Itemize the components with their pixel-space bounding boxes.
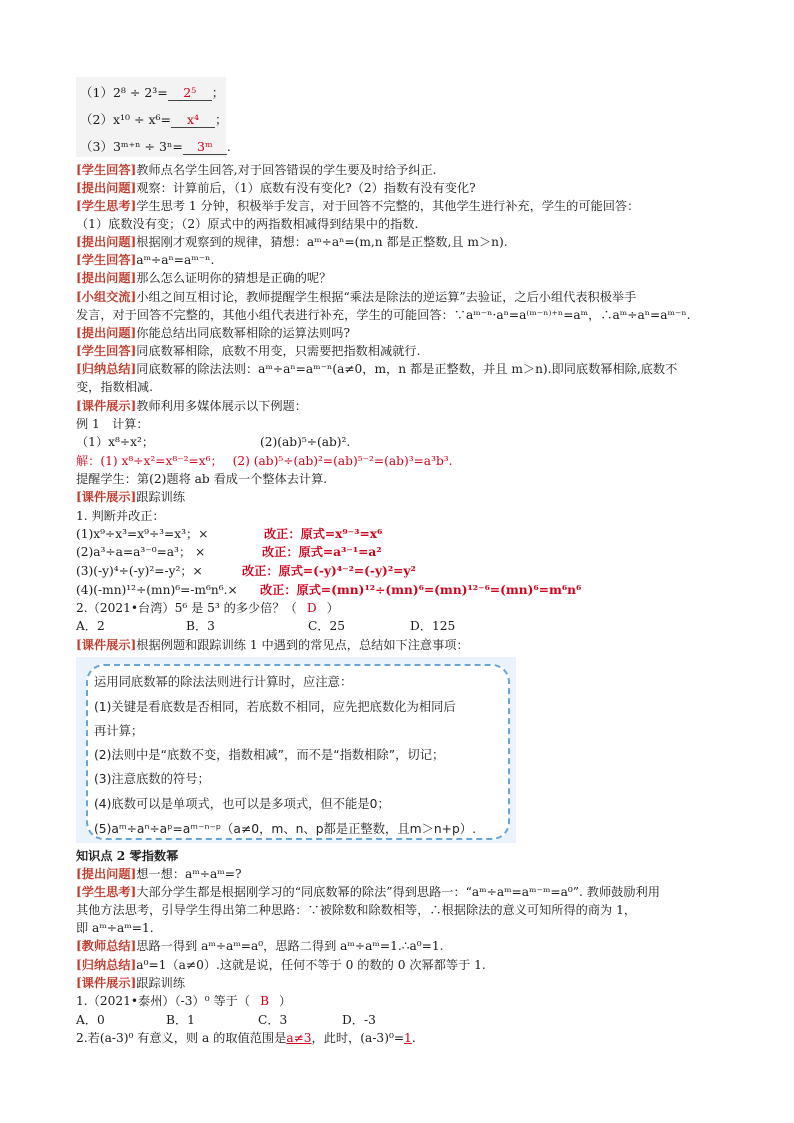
text-line: [课件展示]跟踪训练 [76, 490, 186, 504]
text-line: [学生回答]同底数幂相除，底数不用变，只需要把指数相减就行. [76, 344, 421, 358]
section-heading: 知识点 2 零指数幂 [76, 849, 179, 863]
text-line: [提出问题]观察：计算前后，（1）底数有没有变化?（2）指数有没有变化? [76, 181, 476, 195]
text-line: [课件展示]教师利用多媒体展示以下例题： [76, 399, 307, 413]
section-tag: [学生思考] [76, 885, 137, 899]
section-tag: [学生回答] [76, 163, 137, 177]
section-tag: [学生回答] [76, 253, 137, 267]
judge-line: (4)(-mn)¹²÷(mn)⁶=-m⁶n⁶.× 改正：原式=(mn)¹²÷(mn)⁶=(mn)¹²⁻⁶=(mn)⁶=m⁶n⁶ [76, 583, 582, 597]
text-line: 1. 判断并改正： [76, 509, 165, 523]
judge-line: (3)(-y)⁴÷(-y)²=-y²；× 改正：原式=(-y)⁴⁻²=(-y)²=y² [76, 564, 416, 578]
text-line: （1）x⁸÷x²； (2)(ab)⁵÷(ab)². [76, 435, 351, 449]
notes-item: (4)底数可以是单项式，也可以是多项式，但不能是0； [94, 797, 390, 811]
section-tag: [课件展示] [76, 490, 137, 504]
section-tag: [教师总结] [76, 939, 137, 953]
text-line: [学生回答]教师点名学生回答,对于回答错误的学生要及时给予纠正. [76, 163, 437, 177]
notes-item: (3)注意底数的符号； [94, 772, 210, 786]
exercise-q2: （2）x¹⁰ ÷ x⁶= x⁴ ； [80, 112, 228, 127]
text-line: [学生思考]学生思考 1 分钟，积极举手发言，对于回答不完整的，其他学生进行补充，学生的可能回答： [76, 199, 640, 213]
section-tag: [提出问题] [76, 181, 137, 195]
exercise-q1: （1）2⁸ ÷ 2³= 2⁵ ； [80, 85, 225, 100]
text-line: 发言，对于回答不完整的，其他小组代表进行补充，学生的可能回答：∵aᵐ⁻ⁿ·aⁿ=a⁽ᵐ⁻ⁿ⁾⁺ⁿ=aᵐ，∴aᵐ÷aⁿ=aᵐ⁻ⁿ. [76, 308, 691, 322]
section-tag: [提出问题] [76, 271, 137, 285]
notes-item: (1)关键是看底数是否相同，若底数不相同，应先把底数化为相同后 [94, 700, 456, 714]
text-line: [课件展示]根据例题和跟踪训练 1 中遇到的常见点，总结如下注意事项： [76, 638, 469, 652]
section-tag: [课件展示] [76, 638, 137, 652]
notes-title: 运用同底数幂的除法法则进行计算时，应注意： [94, 675, 353, 689]
text-line: [提出问题]想一想：aᵐ÷aᵐ=? [76, 867, 242, 881]
section-tag: [课件展示] [76, 399, 137, 413]
notes-item: (2)法则中是“底数不变，指数相减”，而不是“指数相除”，切记； [94, 748, 445, 762]
text-line: 即 aᵐ÷aᵐ=1. [76, 921, 154, 935]
text-line: [提出问题]根据刚才观察到的规律，猜想：aᵐ÷aⁿ=(m,n 都是正整数,且 m＞n). [76, 235, 508, 249]
answer-blank: x⁴ [171, 112, 215, 128]
question-line: 1.（2021•泰州）（-3）⁰ 等于（ B ） [76, 994, 292, 1008]
answer-blank: 3ᵐ [183, 139, 227, 155]
text-line: [课件展示]跟踪训练 [76, 976, 186, 990]
text-line: [归纳总结]同底数幂的除法法则：aᵐ÷aⁿ=aᵐ⁻ⁿ(a≠0，m，n 都是正整数，并且 m＞n).即同底数幂相除,底数不 [76, 362, 678, 376]
question-line: 2.（2021•台湾）5⁶ 是 5³ 的多少倍？（ D ） [76, 601, 339, 615]
text-line: 其他方法思考，引导学生得出第二种思路：∵被除数和除数相等，∴根据除法的意义可知所得的商为 1， [76, 903, 637, 917]
text-line: [提出问题]你能总结出同底数幂相除的运算法则吗? [76, 326, 351, 340]
text-line: [学生回答]aᵐ÷aⁿ=aᵐ⁻ⁿ. [76, 253, 215, 267]
text-line: （1）底数没有变；（2）原式中的两指数相减得到结果中的指数. [76, 217, 419, 231]
section-tag: [学生回答] [76, 344, 137, 358]
text-line: [归纳总结]a⁰=1（a≠0）.这就是说，任何不等于 0 的数的 0 次幂都等于 1. [76, 958, 486, 972]
exercise-q3: （3）3ᵐ⁺ⁿ ÷ 3ⁿ= 3ᵐ . [80, 139, 231, 154]
section-tag: [归纳总结] [76, 958, 137, 972]
notes-item: (5)aᵐ÷aⁿ÷aᵖ=aᵐ⁻ⁿ⁻ᵖ（a≠0，m、n、p都是正整数，且m＞n+p）. [94, 822, 476, 836]
section-tag: [提出问题] [76, 326, 137, 340]
document-page: （1）2⁸ ÷ 2³= 2⁵ ； （2）x¹⁰ ÷ x⁶= x⁴ ； （3）3ᵐ⁺ⁿ ÷ 3ⁿ= 3ᵐ . [学生回答]教师点名学生回答,对于回答错误的学生要及时给予纠正. [提出问题]观察：计算前后，（1）底数有没有变化?（2）指数有没有变化? [学生思考]学生思考 1 分钟，积极举手发言，对于回答不完整的，其他学生进行补充，学生的可能回答： （1）底数没有变；（2）原式中的两指数相减得到结果中的指数. [提出问题]根据刚才观察到的规律，猜想：aᵐ÷aⁿ=(m,n 都是正整数,且 m＞n). [学生回答]aᵐ÷aⁿ=aᵐ⁻ⁿ. [提出问题]那么怎么证明你的猜想是正确的呢？ [小组交流]小组之间互相讨论，教师提醒学生根据“乘法是除法的逆运算”去验证，之后小组代表积极举手 发言，对于回答不完整的，其他小组代表进行补充，学生的可能回答：∵aᵐ⁻ⁿ·aⁿ=a⁽ᵐ⁻ⁿ⁾⁺ⁿ=aᵐ，∴aᵐ÷aⁿ=aᵐ⁻ⁿ. [提出问题]你能总结出同底数幂相除的运算法则吗? [学生回答]同底数幂相除，底数不用变，只需要把指数相减就行. [归纳总结]同底数幂的除法法则：aᵐ÷aⁿ=aᵐ⁻ⁿ(a≠0，m，n 都是正整数，并且 m＞n).即同底数幂相除,底数不 变，指数相减. [课件展示]教师利用多媒体展示以下例题： 例 1 计算： （1）x⁸÷x²； (2)(ab)⁵÷(ab)². 解：(1) x⁸÷x²=x⁸⁻²=x⁶； (2) (ab)⁵÷(ab)²=(ab)⁵⁻²=(ab)³=a³b³. 提醒学生：第(2)题将 ab 看成一个整体去计算. [课件展示]跟踪训练 1. 判断并改正： (1)x⁹÷x³=x⁹÷³=x³；× 改正：原式=x⁹⁻³=x⁶ (2)a³÷a=a³⁻⁰=a³； × 改正：原式=a³⁻¹=a² (3)(-y)⁴÷(-y)²=-y²；× 改正：原式=(-y)⁴⁻²=(-y)²=y² (4)(-mn)¹²÷(mn)⁶=-m⁶n⁶.× 改正：原式=(mn)¹²÷(mn)⁶=(mn)¹²⁻⁶=(mn)⁶=m⁶n⁶ 2.（2021•台湾）5⁶ 是 5³ 的多少倍？（ D ） A．2 B．3 C．25 D．125 [课件展示]根据例题和跟踪训练 1 中遇到的常见点，总结如下注意事项： 运用同底数幂的除法法则进行计算时，应注意： (1)关键是看底数是否相同，若底数不相同，应先把底数化为相同后 再计算； (2)法则中是“底数不变，指数相减”，而不是“指数相除”，切记； (3)注意底数的符号； (4)底数可以是单项式，也可以是多项式，但不能是0； (5)aᵐ÷aⁿ÷aᵖ=aᵐ⁻ⁿ⁻ᵖ（a≠0，m、n、p都是正整数，且m＞n+p）. 知识点 2 零指数幂 [提出问题]想一想：aᵐ÷aᵐ=? [学生思考]大部分学生都是根据刚学习的“同底数幂的除法”得到思路一：“aᵐ÷aᵐ=aᵐ⁻ᵐ=a⁰”. 教师鼓励利用 其他方法思考，引导学生得出第二种思路：∵被除数和除数相等，∴根据除法的意义可知所得的商为 1， 即 aᵐ÷aᵐ=1. [教师总结]思路一得到 aᵐ÷aᵐ=a⁰，思路二得到 aᵐ÷aᵐ=1.∴a⁰=1. [归纳总结]a⁰=1（a≠0）.这就是说，任何不等于 0 的数的 0 次幂都等于 1. [课件展示]跟踪训练 1.（2021•泰州）（-3）⁰ 等于（ B ） A．0 B．1 C．3 D．-3 2.若(a-3)⁰ 有意义，则 a 的取值范围是a≠3，此时，(a-3)⁰=1. [0, 0, 794, 1123]
text-line: [小组交流]小组之间互相讨论，教师提醒学生根据“乘法是除法的逆运算”去验证，之后小组代表积极举手 [76, 290, 637, 304]
section-tag: [课件展示] [76, 976, 137, 990]
text-line: 变，指数相减. [76, 380, 153, 394]
text-line: 例 1 计算： [76, 417, 149, 431]
judge-line: (2)a³÷a=a³⁻⁰=a³； × 改正：原式=a³⁻¹=a² [76, 545, 382, 559]
section-tag: [归纳总结] [76, 362, 137, 376]
text-line: [教师总结]思路一得到 aᵐ÷aᵐ=a⁰，思路二得到 aᵐ÷aᵐ=1.∴a⁰=1. [76, 939, 444, 953]
section-tag: [提出问题] [76, 867, 137, 881]
answer-blank: 2⁵ [168, 85, 212, 101]
section-tag: [小组交流] [76, 290, 137, 304]
notes-item: 再计算； [94, 724, 144, 738]
judge-line: (1)x⁹÷x³=x⁹÷³=x³；× 改正：原式=x⁹⁻³=x⁶ [76, 527, 383, 541]
text-line: [提出问题]那么怎么证明你的猜想是正确的呢？ [76, 271, 332, 285]
solution-line: 解：(1) x⁸÷x²=x⁸⁻²=x⁶； (2) (ab)⁵÷(ab)²=(ab)⁵⁻²=(ab)³=a³b³. [76, 454, 453, 468]
section-tag: [学生思考] [76, 199, 137, 213]
question-line: 2.若(a-3)⁰ 有意义，则 a 的取值范围是a≠3，此时，(a-3)⁰=1. [76, 1031, 416, 1045]
text-line: [学生思考]大部分学生都是根据刚学习的“同底数幂的除法”得到思路一：“aᵐ÷aᵐ=aᵐ⁻ᵐ=a⁰”. 教师鼓励利用 [76, 885, 660, 899]
text-line: 提醒学生：第(2)题将 ab 看成一个整体去计算. [76, 472, 328, 486]
section-tag: [提出问题] [76, 235, 137, 249]
